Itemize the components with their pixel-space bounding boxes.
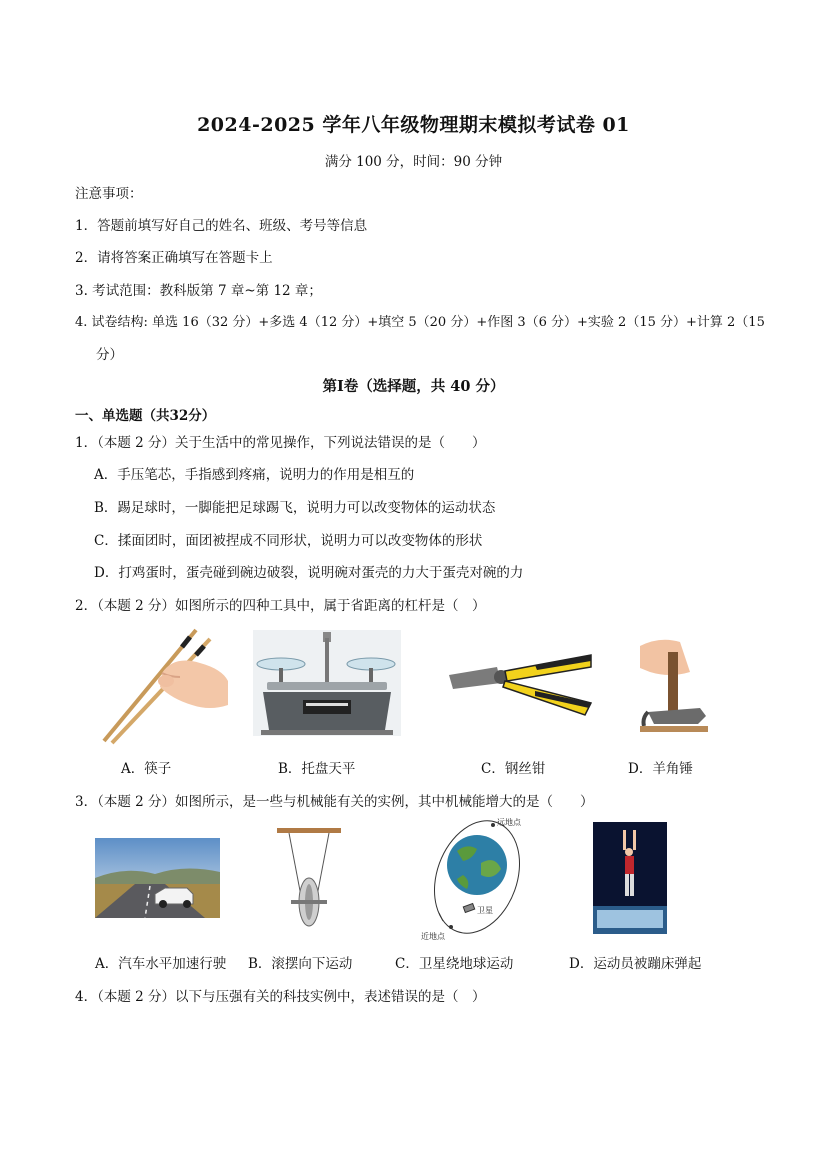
option-label: C．钢丝钳: [481, 761, 546, 777]
far-point-label: 远地点: [497, 818, 521, 827]
notice-item-continued: 分）: [96, 347, 123, 363]
question-stem: 1．（本题 2 分）关于生活中的常见操作，下列说法错误的是（ ）: [75, 435, 486, 451]
notice-item: 2．请将答案正确填写在答题卡上: [75, 250, 273, 266]
notice-item: 4. 试卷结构: 单选 16（32 分）+多选 4（12 分）+填空 5（20 分）+作图 3（6 分）+实验 2（15 分）+计算 2（15: [75, 315, 765, 330]
question-stem: 3．（本题 2 分）如图所示，是一些与机械能有关的实例，其中机械能增大的是（ ）: [75, 794, 594, 810]
option-label: C．卫星绕地球运动: [395, 956, 514, 972]
option-label: B．托盘天平: [278, 761, 356, 777]
satellite-orbit-figure: [415, 815, 545, 943]
question-stem: 4．（本题 2 分）以下与压强有关的科技实例中，表述错误的是（ ）: [75, 989, 486, 1005]
part-title: 第Ⅰ卷（选择题，共 40 分）: [322, 378, 505, 395]
pliers-figure: [445, 645, 593, 725]
chopsticks-figure: [100, 625, 228, 745]
notice-item: 1．答题前填写好自己的姓名、班级、考号等信息: [75, 218, 368, 234]
car-road-figure: [95, 838, 220, 918]
option-label: A．汽车水平加速行驶: [95, 956, 227, 972]
option-label: D．运动员被蹦床弹起: [569, 956, 702, 972]
balance-scale-figure: [253, 630, 401, 736]
question-option: D．打鸡蛋时，蛋壳碰到碗边破裂，说明碗对蛋壳的力大于蛋壳对碗的力: [94, 565, 524, 581]
page-title: 2024-2025 学年八年级物理期末模拟考试卷 01: [197, 114, 630, 136]
option-label: B．滚摆向下运动: [248, 956, 353, 972]
question-option: C．揉面团时，面团被捏成不同形状，说明力可以改变物体的形状: [94, 533, 483, 549]
pendulum-figure: [275, 826, 343, 928]
near-point-label: 近地点: [421, 932, 445, 941]
question-option: A．手压笔芯，手指感到疼痛，说明力的作用是相互的: [94, 467, 415, 483]
question-option: B．踢足球时，一脚能把足球踢飞，说明力可以改变物体的运动状态: [94, 500, 496, 516]
exam-info: 满分 100 分，时间：90 分钟: [324, 154, 503, 170]
notice-item: 3. 考试范围：教科版第 7 章~第 12 章；: [75, 283, 322, 299]
notice-heading: 注意事项：: [75, 186, 143, 202]
section-title: 一、单选题（共32分）: [75, 408, 216, 424]
claw-hammer-figure: [640, 632, 708, 732]
trampoline-figure: [593, 822, 667, 934]
option-label: A．筷子: [121, 761, 172, 777]
question-stem: 2．（本题 2 分）如图所示的四种工具中，属于省距离的杠杆是（ ）: [75, 598, 486, 614]
satellite-label: 卫星: [477, 906, 493, 915]
option-label: D．羊角锤: [628, 761, 693, 777]
